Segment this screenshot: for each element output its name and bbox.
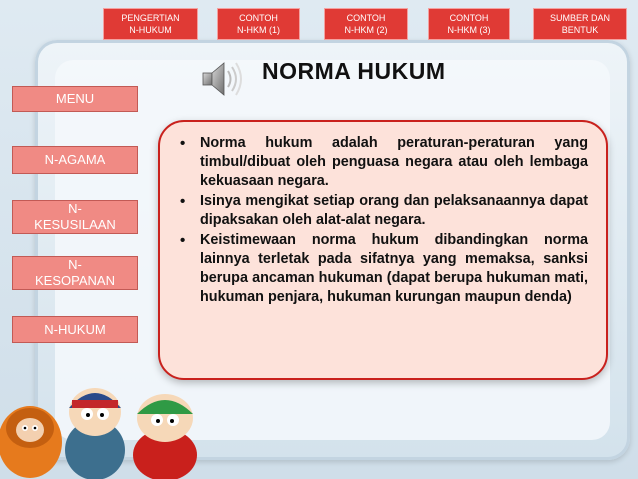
list-item: • Keistimewaan norma hukum dibandingkan norma lainnya terletak pada sifatnya yang memaksa, sanksi berupa ancaman hukuman (dapat berupa hukuman mati, hukuman penjara, hukuman kurungan maupun denda)	[178, 231, 588, 307]
list-item: • Norma hukum adalah peraturan-peraturan yang timbul/dibuat oleh penguasa negara atau oleh lembaga kekuasaan negara.	[178, 134, 588, 191]
content-card	[158, 120, 608, 380]
list-item: • Isinya mengikat setiap orang dan pelaksanaannya dapat dipaksakan oleh alat-alat negara.	[178, 192, 588, 230]
side-kesusilaan-button[interactable]: N- KESUSILAAN	[12, 200, 138, 234]
side-menu-button[interactable]: MENU	[12, 86, 138, 112]
nav-pengertian-button[interactable]: PENGERTIAN N-HUKUM	[103, 8, 198, 40]
side-hukum-button[interactable]: N-HUKUM	[12, 316, 138, 343]
speaker-icon[interactable]	[200, 58, 244, 100]
page-title: NORMA HUKUM	[262, 58, 446, 84]
content-list	[160, 122, 606, 307]
side-kesopanan-button[interactable]: N- KESOPANAN	[12, 256, 138, 290]
nav-sumber-button[interactable]: SUMBER DAN BENTUK	[533, 8, 627, 40]
nav-contoh-3-button[interactable]: CONTOH N-HKM (3)	[428, 8, 510, 40]
nav-contoh-1-button[interactable]: CONTOH N-HKM (1)	[217, 8, 300, 40]
nav-contoh-2-button[interactable]: CONTOH N-HKM (2)	[324, 8, 408, 40]
side-agama-button[interactable]: N-AGAMA	[12, 146, 138, 174]
